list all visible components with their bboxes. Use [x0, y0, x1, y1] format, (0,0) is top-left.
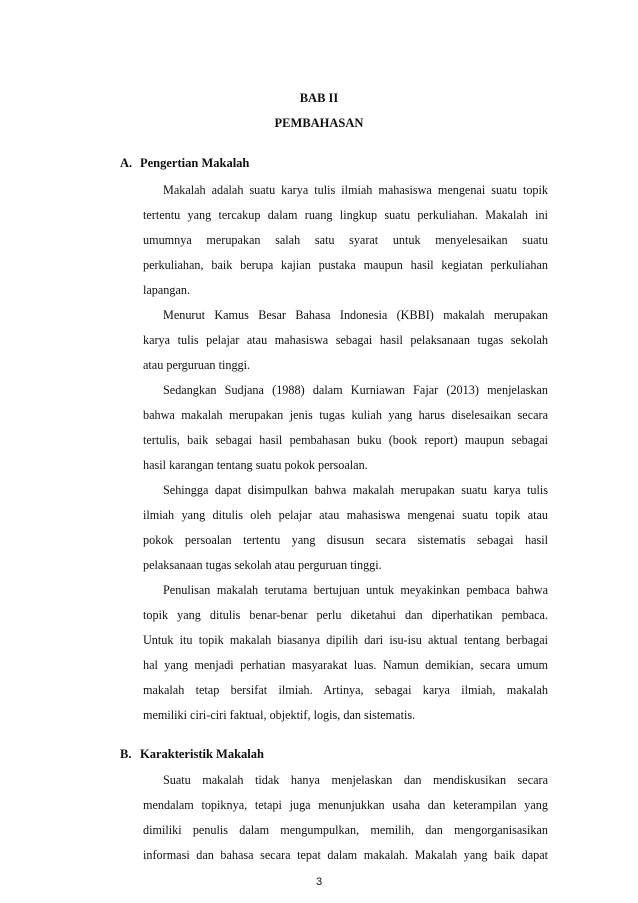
- section-a-heading: [120, 156, 249, 171]
- chapter-label: BAB II: [299, 91, 339, 105]
- chapter-title: PEMBAHASAN: [274, 116, 364, 130]
- paragraph-line: Sedangkan Sudjana (1988) dalam Kurniawan Fajar (2013) menjelaskan: [163, 383, 548, 397]
- paragraph-line: bahwa makalah merupakan jenis tugas kuliah yang harus diselesaikan secara: [143, 408, 548, 422]
- paragraph-line: makalah tetap bersifat ilmiah. Artinya, sebagai karya ilmiah, makalah: [143, 683, 548, 697]
- paragraph-line: tertulis, baik sebagai hasil pembahasan buku (book report) maupun sebagai: [143, 433, 548, 447]
- section-a-number: A.: [120, 156, 133, 170]
- page-number: 3: [315, 876, 323, 888]
- paragraph-line: informasi dan bahasa secara tepat dalam makalah. Makalah yang baik dapat: [143, 848, 548, 862]
- paragraph-line: hasil karangan tentang suatu pokok persoalan.: [143, 458, 368, 472]
- paragraph-line: mendalam topiknya, tetapi juga menunjukkan usaha dan keterampilan yang: [143, 798, 548, 812]
- paragraph-line: umumnya merupakan salah satu syarat untuk menyelesaikan suatu: [143, 233, 548, 247]
- paragraph-line: karya tulis pelajar atau mahasiswa sebagai hasil pelaksanaan tugas sekolah: [143, 333, 548, 347]
- section-a-title: Pengertian Makalah: [140, 156, 250, 170]
- paragraph-line: pelaksanaan tugas sekolah atau perguruan tinggi.: [143, 558, 382, 572]
- paragraph-line: Penulisan makalah terutama bertujuan untuk meyakinkan pembaca bahwa: [163, 583, 548, 597]
- paragraph-line: Suatu makalah tidak hanya menjelaskan dan mendiskusikan secara: [163, 773, 548, 787]
- paragraph-line: Untuk itu topik makalah biasanya dipilih dari isu-isu aktual tentang berbagai: [143, 633, 548, 647]
- section-b-heading: [120, 747, 264, 762]
- paragraph-line: hal yang menjadi perhatian masyarakat luas. Namun demikian, secara umum: [143, 658, 548, 672]
- paragraph-line: pokok persoalan tertentu yang disusun secara sistematis sebagai hasil: [143, 533, 548, 547]
- section-b-number: B.: [120, 747, 132, 761]
- paragraph-line: Menurut Kamus Besar Bahasa Indonesia (KBBI) makalah merupakan: [163, 308, 548, 322]
- section-b-title: Karakteristik Makalah: [140, 747, 264, 761]
- paragraph-line: perkuliahan, baik berupa kajian pustaka maupun hasil kegiatan perkuliahan: [143, 258, 548, 272]
- paragraph-line: lapangan.: [143, 283, 191, 297]
- paragraph-line: dimiliki penulis dalam mengumpulkan, memilih, dan mengorganisasikan: [143, 823, 548, 837]
- paragraph-line: ilmiah yang ditulis oleh pelajar atau mahasiswa mengenai suatu topik atau: [143, 508, 548, 522]
- paragraph-line: Makalah adalah suatu karya tulis ilmiah mahasiswa mengenai suatu topik: [163, 183, 548, 197]
- paragraph-line: topik yang ditulis benar-benar perlu diketahui dan diperhatikan pembaca.: [143, 608, 548, 622]
- paragraph-line: tertentu yang tercakup dalam ruang lingkup suatu perkuliahan. Makalah ini: [143, 208, 548, 222]
- paragraph-line: Sehingga dapat disimpulkan bahwa makalah merupakan suatu karya tulis: [163, 483, 548, 497]
- paragraph-line: atau perguruan tinggi.: [143, 358, 251, 372]
- paragraph-line: memiliki ciri-ciri faktual, objektif, logis, dan sistematis.: [143, 708, 416, 722]
